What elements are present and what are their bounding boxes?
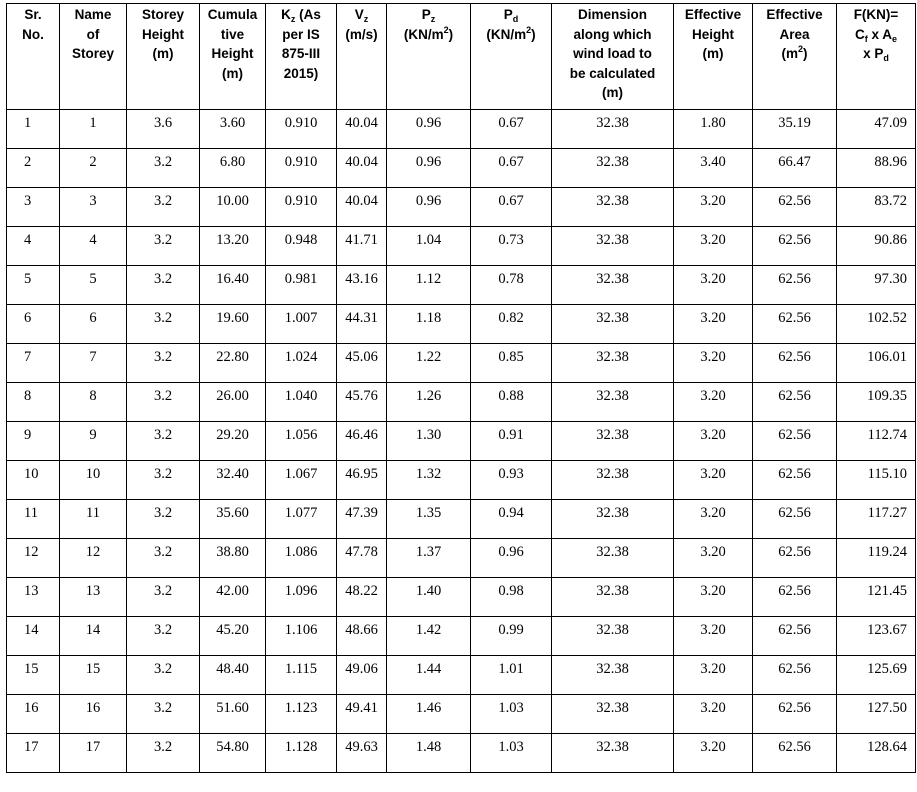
cell-effective-area: 62.56: [753, 617, 837, 656]
table-row: [7, 266, 916, 305]
cell-pz: 1.35: [387, 500, 471, 539]
cell-pd: 0.73: [471, 227, 552, 266]
cell-pz: 1.40: [387, 578, 471, 617]
header-effective-area: Effective Area $(m^2)$: [753, 4, 837, 110]
cell-cumulative-height: 32.40: [200, 461, 266, 500]
cell-cumulative-height: 48.40: [200, 656, 266, 695]
cell-dimension: 32.38: [552, 383, 674, 422]
cell-effective-area: 62.56: [753, 734, 837, 773]
cell-pz: 0.96: [387, 110, 471, 149]
cell-storey-name: 9: [60, 422, 127, 461]
cell-pd: 1.03: [471, 734, 552, 773]
cell-cumulative-height: 19.60: [200, 305, 266, 344]
cell-effective-height: 3.20: [674, 188, 753, 227]
cell-dimension: 32.38: [552, 344, 674, 383]
cell-storey-height: 3.2: [127, 422, 200, 461]
cell-kz: 0.910: [266, 149, 337, 188]
cell-cumulative-height: 29.20: [200, 422, 266, 461]
cell-kz: 1.024: [266, 344, 337, 383]
cell-sr-no: 11: [7, 500, 60, 539]
cell-storey-height: 3.2: [127, 383, 200, 422]
cell-pd: 0.91: [471, 422, 552, 461]
table-row: [7, 188, 916, 227]
table-row: [7, 383, 916, 422]
cell-sr-no: 9: [7, 422, 60, 461]
cell-pz: 1.46: [387, 695, 471, 734]
cell-sr-no: 10: [7, 461, 60, 500]
cell-sr-no: 15: [7, 656, 60, 695]
cell-force: 119.24: [837, 539, 916, 578]
cell-kz: 0.948: [266, 227, 337, 266]
cell-pd: 1.01: [471, 656, 552, 695]
cell-force: 97.30: [837, 266, 916, 305]
table-row: [7, 539, 916, 578]
cell-pz: 1.04: [387, 227, 471, 266]
cell-pd: 0.67: [471, 110, 552, 149]
table-row: [7, 500, 916, 539]
cell-effective-area: 62.56: [753, 227, 837, 266]
header-vz: $V_z$ (m/s): [337, 4, 387, 110]
cell-force: 88.96: [837, 149, 916, 188]
cell-vz: 41.71: [337, 227, 387, 266]
cell-vz: 45.06: [337, 344, 387, 383]
cell-pz: 1.32: [387, 461, 471, 500]
cell-storey-height: 3.2: [127, 461, 200, 500]
cell-effective-height: 3.20: [674, 227, 753, 266]
cell-force: 123.67: [837, 617, 916, 656]
cell-effective-area: 35.19: [753, 110, 837, 149]
cell-storey-name: 15: [60, 656, 127, 695]
cell-cumulative-height: 35.60: [200, 500, 266, 539]
header-storey-height: Storey Height (m): [127, 4, 200, 110]
cell-effective-area: 62.56: [753, 578, 837, 617]
cell-sr-no: 12: [7, 539, 60, 578]
wind-load-table: [6, 3, 916, 773]
cell-cumulative-height: 10.00: [200, 188, 266, 227]
cell-effective-height: 3.20: [674, 344, 753, 383]
cell-kz: 1.096: [266, 578, 337, 617]
table-row: [7, 110, 916, 149]
cell-kz: 1.115: [266, 656, 337, 695]
cell-sr-no: 3: [7, 188, 60, 227]
cell-kz: 0.910: [266, 110, 337, 149]
cell-dimension: 32.38: [552, 461, 674, 500]
cell-pz: 1.18: [387, 305, 471, 344]
cell-effective-height: 3.20: [674, 266, 753, 305]
cell-kz: 1.128: [266, 734, 337, 773]
cell-storey-name: 4: [60, 227, 127, 266]
cell-sr-no: 4: [7, 227, 60, 266]
cell-vz: 47.78: [337, 539, 387, 578]
cell-kz: 1.086: [266, 539, 337, 578]
cell-dimension: 32.38: [552, 110, 674, 149]
cell-storey-name: 17: [60, 734, 127, 773]
cell-effective-area: 66.47: [753, 149, 837, 188]
cell-pd: 0.67: [471, 149, 552, 188]
cell-storey-height: 3.2: [127, 656, 200, 695]
cell-storey-height: 3.2: [127, 305, 200, 344]
cell-kz: 1.123: [266, 695, 337, 734]
cell-kz: 1.007: [266, 305, 337, 344]
cell-sr-no: 8: [7, 383, 60, 422]
cell-effective-height: 3.20: [674, 617, 753, 656]
cell-sr-no: 2: [7, 149, 60, 188]
cell-pd: 0.88: [471, 383, 552, 422]
cell-pz: 1.30: [387, 422, 471, 461]
cell-storey-name: 8: [60, 383, 127, 422]
cell-force: 128.64: [837, 734, 916, 773]
cell-dimension: 32.38: [552, 734, 674, 773]
cell-pz: 1.26: [387, 383, 471, 422]
header-kz: $K_z$ (As per IS 875-III 2015): [266, 4, 337, 110]
cell-storey-name: 13: [60, 578, 127, 617]
table-row: [7, 149, 916, 188]
cell-force: 115.10: [837, 461, 916, 500]
table-row: [7, 695, 916, 734]
cell-storey-height: 3.2: [127, 227, 200, 266]
cell-cumulative-height: 22.80: [200, 344, 266, 383]
cell-cumulative-height: 38.80: [200, 539, 266, 578]
cell-cumulative-height: 42.00: [200, 578, 266, 617]
cell-kz: 1.040: [266, 383, 337, 422]
cell-storey-name: 10: [60, 461, 127, 500]
cell-pd: 0.67: [471, 188, 552, 227]
cell-storey-height: 3.2: [127, 344, 200, 383]
header-row: [7, 4, 916, 110]
table-row: [7, 227, 916, 266]
cell-storey-height: 3.2: [127, 539, 200, 578]
cell-vz: 45.76: [337, 383, 387, 422]
table-row: [7, 305, 916, 344]
header-pz: $P_z$ $(KN/m^2)$: [387, 4, 471, 110]
cell-pz: 1.22: [387, 344, 471, 383]
cell-vz: 48.22: [337, 578, 387, 617]
cell-vz: 47.39: [337, 500, 387, 539]
cell-pz: 1.42: [387, 617, 471, 656]
cell-effective-area: 62.56: [753, 422, 837, 461]
cell-effective-area: 62.56: [753, 344, 837, 383]
cell-kz: 1.077: [266, 500, 337, 539]
table-row: [7, 656, 916, 695]
cell-pd: 0.78: [471, 266, 552, 305]
cell-pd: 1.03: [471, 695, 552, 734]
cell-cumulative-height: 6.80: [200, 149, 266, 188]
cell-vz: 49.06: [337, 656, 387, 695]
cell-vz: 46.46: [337, 422, 387, 461]
cell-storey-height: 3.2: [127, 149, 200, 188]
cell-storey-height: 3.2: [127, 266, 200, 305]
cell-storey-name: 11: [60, 500, 127, 539]
cell-effective-area: 62.56: [753, 539, 837, 578]
cell-effective-area: 62.56: [753, 383, 837, 422]
cell-dimension: 32.38: [552, 422, 674, 461]
cell-effective-height: 3.20: [674, 305, 753, 344]
cell-vz: 40.04: [337, 149, 387, 188]
cell-storey-height: 3.2: [127, 188, 200, 227]
cell-cumulative-height: 26.00: [200, 383, 266, 422]
cell-pd: 0.94: [471, 500, 552, 539]
cell-effective-height: 3.20: [674, 656, 753, 695]
cell-sr-no: 13: [7, 578, 60, 617]
header-sr-no: Sr. No.: [7, 4, 60, 110]
cell-storey-height: 3.2: [127, 617, 200, 656]
cell-cumulative-height: 16.40: [200, 266, 266, 305]
header-pd: $P_d$ $(KN/m^2)$: [471, 4, 552, 110]
cell-vz: 40.04: [337, 110, 387, 149]
cell-effective-height: 3.20: [674, 422, 753, 461]
cell-kz: 0.981: [266, 266, 337, 305]
cell-kz: 0.910: [266, 188, 337, 227]
cell-dimension: 32.38: [552, 617, 674, 656]
cell-dimension: 32.38: [552, 578, 674, 617]
cell-storey-height: 3.2: [127, 500, 200, 539]
cell-sr-no: 17: [7, 734, 60, 773]
cell-pd: 0.82: [471, 305, 552, 344]
cell-kz: 1.067: [266, 461, 337, 500]
cell-force: 106.01: [837, 344, 916, 383]
table-row: [7, 461, 916, 500]
cell-sr-no: 6: [7, 305, 60, 344]
cell-storey-name: 14: [60, 617, 127, 656]
cell-storey-height: 3.6: [127, 110, 200, 149]
cell-cumulative-height: 51.60: [200, 695, 266, 734]
cell-kz: 1.106: [266, 617, 337, 656]
cell-pz: 1.48: [387, 734, 471, 773]
cell-vz: 44.31: [337, 305, 387, 344]
cell-storey-name: 1: [60, 110, 127, 149]
cell-vz: 48.66: [337, 617, 387, 656]
table-row: [7, 734, 916, 773]
cell-dimension: 32.38: [552, 305, 674, 344]
cell-pz: 1.37: [387, 539, 471, 578]
cell-force: 121.45: [837, 578, 916, 617]
cell-vz: 46.95: [337, 461, 387, 500]
cell-effective-height: 3.20: [674, 695, 753, 734]
cell-effective-height: 3.20: [674, 383, 753, 422]
table-row: [7, 344, 916, 383]
cell-storey-name: 6: [60, 305, 127, 344]
cell-dimension: 32.38: [552, 266, 674, 305]
cell-storey-name: 3: [60, 188, 127, 227]
cell-vz: 49.63: [337, 734, 387, 773]
cell-storey-name: 12: [60, 539, 127, 578]
cell-sr-no: 7: [7, 344, 60, 383]
cell-force: 125.69: [837, 656, 916, 695]
cell-effective-area: 62.56: [753, 695, 837, 734]
cell-effective-height: 3.20: [674, 539, 753, 578]
header-dimension: Dimension along which wind load to be calculated (m): [552, 4, 674, 110]
cell-effective-height: 3.40: [674, 149, 753, 188]
cell-force: 47.09: [837, 110, 916, 149]
cell-force: 117.27: [837, 500, 916, 539]
cell-pz: 0.96: [387, 149, 471, 188]
cell-force: 127.50: [837, 695, 916, 734]
cell-pd: 0.98: [471, 578, 552, 617]
cell-storey-height: 3.2: [127, 734, 200, 773]
cell-cumulative-height: 13.20: [200, 227, 266, 266]
table-row: [7, 422, 916, 461]
cell-force: 112.74: [837, 422, 916, 461]
cell-effective-height: 3.20: [674, 578, 753, 617]
cell-pd: 0.96: [471, 539, 552, 578]
cell-pd: 0.85: [471, 344, 552, 383]
cell-kz: 1.056: [266, 422, 337, 461]
cell-dimension: 32.38: [552, 500, 674, 539]
cell-cumulative-height: 45.20: [200, 617, 266, 656]
cell-sr-no: 1: [7, 110, 60, 149]
cell-storey-name: 5: [60, 266, 127, 305]
cell-force: 102.52: [837, 305, 916, 344]
cell-force: 109.35: [837, 383, 916, 422]
cell-dimension: 32.38: [552, 539, 674, 578]
cell-effective-area: 62.56: [753, 461, 837, 500]
cell-pd: 0.99: [471, 617, 552, 656]
cell-effective-height: 1.80: [674, 110, 753, 149]
cell-sr-no: 14: [7, 617, 60, 656]
cell-storey-name: 2: [60, 149, 127, 188]
cell-vz: 49.41: [337, 695, 387, 734]
cell-pz: 1.44: [387, 656, 471, 695]
cell-vz: 40.04: [337, 188, 387, 227]
cell-cumulative-height: 3.60: [200, 110, 266, 149]
cell-effective-area: 62.56: [753, 305, 837, 344]
cell-force: 90.86: [837, 227, 916, 266]
cell-storey-name: 16: [60, 695, 127, 734]
table-row: [7, 617, 916, 656]
cell-dimension: 32.38: [552, 656, 674, 695]
cell-sr-no: 5: [7, 266, 60, 305]
cell-dimension: 32.38: [552, 227, 674, 266]
cell-pd: 0.93: [471, 461, 552, 500]
cell-effective-height: 3.20: [674, 500, 753, 539]
cell-dimension: 32.38: [552, 695, 674, 734]
cell-cumulative-height: 54.80: [200, 734, 266, 773]
header-cumulative-height: Cumula tive Height (m): [200, 4, 266, 110]
cell-effective-area: 62.56: [753, 500, 837, 539]
cell-sr-no: 16: [7, 695, 60, 734]
cell-effective-height: 3.20: [674, 734, 753, 773]
cell-effective-area: 62.56: [753, 188, 837, 227]
cell-pz: 1.12: [387, 266, 471, 305]
cell-dimension: 32.38: [552, 149, 674, 188]
cell-effective-area: 62.56: [753, 266, 837, 305]
cell-storey-height: 3.2: [127, 695, 200, 734]
cell-storey-height: 3.2: [127, 578, 200, 617]
cell-dimension: 32.38: [552, 188, 674, 227]
cell-effective-area: 62.56: [753, 656, 837, 695]
header-force: F(KN)= $C_f$ x $A_e$ x $P_d$: [837, 4, 916, 110]
cell-pz: 0.96: [387, 188, 471, 227]
cell-effective-height: 3.20: [674, 461, 753, 500]
cell-vz: 43.16: [337, 266, 387, 305]
header-name-of-storey: Name of Storey: [60, 4, 127, 110]
cell-storey-name: 7: [60, 344, 127, 383]
table-row: [7, 578, 916, 617]
cell-force: 83.72: [837, 188, 916, 227]
header-effective-height: Effective Height (m): [674, 4, 753, 110]
